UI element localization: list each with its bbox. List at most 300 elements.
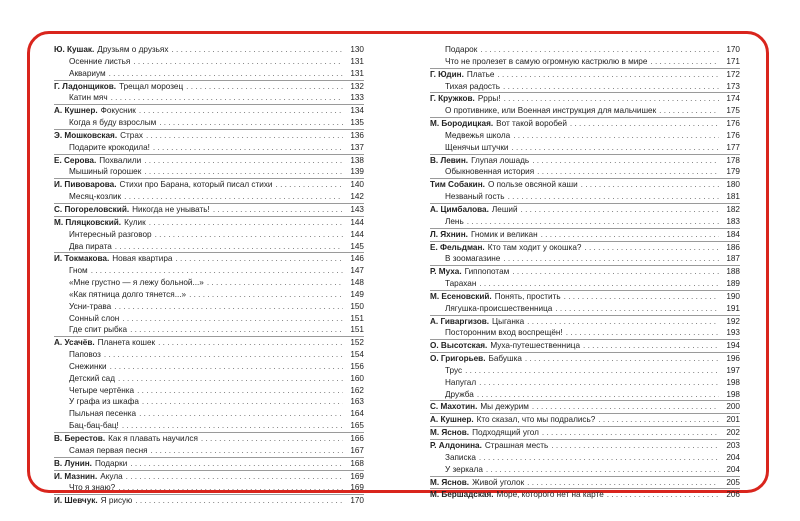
toc-page-number: 147 <box>350 266 364 276</box>
toc-entry <box>430 400 740 413</box>
toc-title: Месяц-козлик <box>69 192 122 202</box>
toc-title: Гном <box>69 266 88 276</box>
toc-dot-leader <box>126 471 343 483</box>
toc-dot-leader <box>144 155 343 167</box>
toc-entry <box>430 216 740 228</box>
toc-entry <box>54 117 364 129</box>
toc-dot-leader <box>135 495 343 507</box>
toc-entry <box>54 408 364 420</box>
toc-entry <box>430 339 740 352</box>
toc-dot-leader <box>497 69 719 81</box>
toc-page-number: 152 <box>350 338 364 348</box>
toc-title: Никогда не унывать! <box>132 204 210 214</box>
toc-dot-leader <box>122 313 343 325</box>
toc-title: Бац-бац-бац! <box>69 421 119 431</box>
toc-page-number: 203 <box>726 441 740 450</box>
toc-entry <box>430 117 740 130</box>
toc-dot-leader <box>564 291 719 303</box>
toc-author: Л. Яхнин. <box>430 229 468 239</box>
toc-dot-leader <box>110 361 343 373</box>
toc-dot-leader <box>607 489 719 501</box>
toc-page-number: 148 <box>350 278 364 288</box>
toc-page-number: 179 <box>726 167 740 177</box>
toc-dot-leader <box>142 396 343 408</box>
toc-entry <box>430 488 740 501</box>
toc-page-number: 170 <box>350 496 364 506</box>
toc-column-left <box>54 44 364 507</box>
toc-page-number: 144 <box>350 229 364 239</box>
toc-page-number: 198 <box>726 389 740 399</box>
toc-author: Э. Мошковская. <box>54 130 118 140</box>
toc-entry <box>54 129 364 142</box>
toc-dot-leader <box>137 385 343 397</box>
toc-title: У зеркала <box>445 464 483 474</box>
toc-dot-leader <box>159 117 343 129</box>
toc-entry <box>54 104 364 117</box>
toc-entry <box>54 445 364 457</box>
toc-page-number: 138 <box>350 155 364 165</box>
toc-title: Море, которого нет на карте <box>496 490 604 500</box>
toc-title: Кулик <box>124 217 146 227</box>
toc-dot-leader <box>139 105 343 117</box>
toc-title: Аквариум <box>69 68 106 78</box>
toc-author: А. Кушнер. <box>54 106 98 116</box>
toc-dot-leader <box>158 337 343 349</box>
toc-dot-leader <box>213 204 343 216</box>
toc-author: А. Цимбалова. <box>430 204 489 214</box>
toc-dot-leader <box>566 327 719 339</box>
toc-dot-leader <box>541 229 719 241</box>
toc-page-number: 166 <box>350 434 364 443</box>
toc-page-number: 137 <box>350 142 364 152</box>
toc-entry <box>430 413 740 426</box>
toc-author: А. Кушнер. <box>430 415 474 425</box>
toc-entry <box>430 452 740 464</box>
toc-title: О противнике, или Военная инструкция для мальчишек <box>445 106 657 116</box>
toc-dot-leader <box>175 253 343 265</box>
toc-title: Подарок <box>445 45 478 54</box>
toc-dot-leader <box>542 427 719 439</box>
toc-title: «Мне грустно — я лежу больной...» <box>69 278 204 288</box>
toc-dot-leader <box>465 365 719 377</box>
toc-entry <box>430 56 740 68</box>
toc-entry <box>430 278 740 290</box>
toc-title: Щенячьи штучки <box>445 142 509 152</box>
toc-page-number: 201 <box>726 415 740 425</box>
toc-title: Обыкновенная история <box>445 167 535 177</box>
toc-dot-leader <box>146 130 343 142</box>
toc-author: О. Григорьев. <box>430 354 486 364</box>
toc-page-number: 145 <box>350 241 364 251</box>
toc-page-number: 169 <box>350 471 364 481</box>
toc-entry <box>54 277 364 289</box>
toc-entry <box>54 178 364 191</box>
toc-author: Е. Фельдман. <box>430 242 485 252</box>
toc-page-number: 160 <box>350 373 364 383</box>
toc-page-number: 139 <box>350 167 364 177</box>
toc-entry <box>54 361 364 373</box>
toc-entry <box>54 494 364 507</box>
toc-page-number: 177 <box>726 142 740 152</box>
toc-dot-leader <box>207 277 343 289</box>
toc-dot-leader <box>504 93 719 105</box>
toc-entry <box>54 301 364 313</box>
toc-author: А. Усачёв. <box>54 338 95 348</box>
toc-entry <box>54 324 364 336</box>
toc-entry <box>54 470 364 483</box>
toc-entry <box>54 142 364 154</box>
toc-dot-leader <box>532 401 719 413</box>
toc-title: Муха-путешественница <box>490 341 581 351</box>
toc-entry <box>430 68 740 81</box>
toc-entry <box>430 265 740 278</box>
toc-page-number: 183 <box>726 216 740 226</box>
toc-title: Гномик и великан <box>470 229 538 239</box>
toc-page-number: 202 <box>726 428 740 438</box>
toc-dot-leader <box>551 440 719 452</box>
toc-title: Самая первая песня <box>69 445 148 455</box>
toc-author: М. Пляцковский. <box>54 217 122 227</box>
toc-title: Страх <box>120 130 143 140</box>
toc-dot-leader <box>130 324 343 336</box>
toc-entry <box>430 439 740 452</box>
toc-entry <box>54 457 364 470</box>
toc-dot-leader <box>650 56 719 68</box>
toc-page-number: 205 <box>726 477 740 487</box>
toc-dot-leader <box>133 56 343 68</box>
toc-dot-leader <box>467 216 719 228</box>
toc-author: И. Мазнин. <box>54 471 98 481</box>
toc-title: Живой уголок <box>472 477 525 487</box>
toc-title: Незваный гость <box>445 192 505 202</box>
toc-title: Записка <box>445 452 476 462</box>
toc-title: Страшная месть <box>484 441 549 450</box>
toc-entry <box>54 80 364 93</box>
toc-title: О пользе овсяной каши <box>487 180 578 190</box>
toc-entry <box>430 426 740 439</box>
toc-author: М. Бородицкая. <box>430 119 494 129</box>
toc-title: Снежинки <box>69 361 107 371</box>
toc-page-number: 136 <box>350 130 364 140</box>
toc-author: И. Шевчук. <box>54 496 98 506</box>
toc-dot-leader <box>512 142 720 154</box>
toc-dot-leader <box>189 289 343 301</box>
toc-page-number: 150 <box>350 301 364 311</box>
toc-dot-leader <box>527 477 719 489</box>
toc-dot-leader <box>513 130 719 142</box>
toc-author: И. Токмакова. <box>54 254 110 264</box>
toc-title: Мышиный горошек <box>69 167 142 177</box>
toc-dot-leader <box>532 155 719 167</box>
toc-dot-leader <box>155 229 343 241</box>
toc-page-number: 134 <box>350 106 364 116</box>
toc-dot-leader <box>525 353 719 365</box>
toc-dot-leader <box>581 179 719 191</box>
toc-title: Подходящий угол <box>472 428 539 438</box>
toc-title: Кто сказал, что мы подрались? <box>476 415 596 425</box>
toc-entry <box>54 92 364 104</box>
toc-page-number: 167 <box>350 445 364 455</box>
toc-entry <box>54 336 364 349</box>
toc-author: С. Махотин. <box>430 402 478 412</box>
toc-author: М. Яснов. <box>430 477 470 487</box>
toc-title: Подарки <box>94 458 128 468</box>
toc-title: Лягушка-происшественница <box>445 303 553 313</box>
toc-title: Платье <box>466 69 495 79</box>
toc-page-number: 154 <box>350 350 364 360</box>
toc-title: Ррры! <box>477 94 501 104</box>
toc-page-number: 190 <box>726 291 740 301</box>
toc-title: Медвежья школа <box>445 130 511 140</box>
toc-page-number: 181 <box>726 192 740 202</box>
toc-entry <box>54 252 364 265</box>
toc-author: О. Высотская. <box>430 341 488 351</box>
toc-title: Понять, простить <box>494 291 561 301</box>
toc-entry <box>54 56 364 68</box>
toc-page-number: 132 <box>350 81 364 91</box>
toc-author: М. Бершадская. <box>430 490 494 500</box>
toc-author: Г. Кружков. <box>430 94 475 104</box>
toc-page-number: 156 <box>350 361 364 371</box>
toc-entry <box>54 349 364 361</box>
toc-title: Кто там ходит у окошка? <box>487 242 582 252</box>
toc-page-number: 142 <box>350 192 364 202</box>
toc-entry <box>430 228 740 241</box>
toc-author: Г. Юдин. <box>430 69 464 79</box>
toc-page-number: 140 <box>350 180 364 190</box>
toc-dot-leader <box>115 241 343 253</box>
toc-page-number: 173 <box>726 81 740 91</box>
toc-title: Гиппопотам <box>464 267 510 277</box>
toc-title: Усни-трава <box>69 301 112 311</box>
toc-entry <box>430 81 740 93</box>
toc-dot-leader <box>91 265 343 277</box>
toc-page-number: 149 <box>350 289 364 299</box>
toc-title: Как я плавать научился <box>108 434 198 443</box>
toc-title: Осенние листья <box>69 56 131 66</box>
toc-title: Акула <box>100 471 123 481</box>
toc-entry <box>430 130 740 142</box>
toc-dot-leader <box>124 191 343 203</box>
toc-page-number: 131 <box>350 56 364 66</box>
toc-entry <box>54 191 364 203</box>
toc-dot-leader <box>109 68 343 80</box>
toc-entry <box>54 203 364 216</box>
toc-entry <box>430 203 740 216</box>
toc-page-number: 189 <box>726 279 740 289</box>
toc-title: Стихи про Барана, который писал стихи <box>119 180 273 190</box>
toc-title: Что я знаю? <box>69 483 116 493</box>
toc-entry <box>54 265 364 277</box>
toc-title: Паповоз <box>69 350 101 360</box>
toc-title: Леший <box>491 204 518 214</box>
toc-page-number: 151 <box>350 325 364 335</box>
toc-entry <box>430 290 740 303</box>
toc-page-number: 204 <box>726 464 740 474</box>
toc-entry <box>430 166 740 178</box>
toc-page-number: 130 <box>350 45 364 54</box>
toc-dot-leader <box>584 242 719 254</box>
toc-author: М. Яснов. <box>430 428 470 438</box>
toc-dot-leader <box>114 301 343 313</box>
toc-dot-leader <box>570 118 719 130</box>
toc-dot-leader <box>153 142 343 154</box>
toc-dot-leader <box>139 408 343 420</box>
toc-entry <box>430 241 740 254</box>
toc-dot-leader <box>479 377 719 389</box>
toc-entry <box>430 476 740 489</box>
toc-dot-leader <box>521 204 719 216</box>
toc-title: Детский сад <box>69 373 116 383</box>
toc-dot-leader <box>104 349 343 361</box>
toc-page-number: 175 <box>726 106 740 116</box>
toc-page-number: 193 <box>726 328 740 338</box>
toc-page-number: 187 <box>726 254 740 264</box>
toc-page-number: 176 <box>726 130 740 140</box>
toc-page-number: 192 <box>726 316 740 326</box>
toc-title: Фокусник <box>100 106 136 116</box>
toc-author: А. Гиваргизов. <box>430 316 490 326</box>
toc-author: Р. Муха. <box>430 267 462 277</box>
toc-entry <box>430 44 740 56</box>
toc-title: Два пирата <box>69 241 112 251</box>
toc-dot-leader <box>537 166 719 178</box>
toc-entry <box>54 385 364 397</box>
toc-title: Похвалили <box>99 155 142 165</box>
toc-title: Где спит рыбка <box>69 325 128 335</box>
toc-page-number: 163 <box>350 397 364 407</box>
toc-entry <box>430 105 740 117</box>
toc-title: Посторонним вход воспрещён! <box>445 328 563 338</box>
toc-entry <box>430 303 740 315</box>
toc-entry <box>54 166 364 178</box>
toc-page-number: 143 <box>350 204 364 214</box>
toc-entry <box>54 44 364 56</box>
toc-entry <box>430 92 740 105</box>
toc-dot-leader <box>477 389 719 401</box>
toc-dot-leader <box>171 44 343 56</box>
toc-title: Интересный разговор <box>69 229 152 239</box>
toc-title: Что не пролезет в самую огромную кастрюлю в мире <box>445 56 648 66</box>
toc-entry <box>54 68 364 80</box>
toc-page-number: 176 <box>726 119 740 129</box>
toc-page-number: 131 <box>350 68 364 78</box>
toc-title: Новая квартира <box>112 254 173 264</box>
toc-title: Мы дежурим <box>480 402 529 412</box>
toc-title: Четыре чертёнка <box>69 385 135 395</box>
toc-page-number: 170 <box>726 45 740 54</box>
toc-title: Цыганка <box>492 316 525 326</box>
toc-page-number: 188 <box>726 267 740 277</box>
toc-entry <box>430 327 740 339</box>
toc-entry <box>54 216 364 229</box>
toc-title: Подарите крокодила! <box>69 142 150 152</box>
toc-title: Сонный слон <box>69 313 120 323</box>
toc-page-number: 172 <box>726 69 740 79</box>
toc-title: Трус <box>445 365 463 375</box>
toc-title: Напугал <box>445 377 477 387</box>
toc-title: Лень <box>445 216 464 226</box>
toc-page-number: 151 <box>350 313 364 323</box>
toc-dot-leader <box>508 191 719 203</box>
toc-author: Р. Алдонина. <box>430 441 482 450</box>
toc-author: Ю. Кушак. <box>54 45 95 54</box>
toc-page-number: 184 <box>726 229 740 239</box>
toc-author: И. Пивоварова. <box>54 180 117 190</box>
toc-title: Вот такой воробей <box>496 119 567 129</box>
toc-entry <box>54 432 364 445</box>
toc-dot-leader <box>503 253 719 265</box>
toc-page-number: 168 <box>350 458 364 468</box>
toc-page-number: 178 <box>726 155 740 165</box>
toc-dot-leader <box>480 44 719 56</box>
toc-entry <box>430 191 740 203</box>
toc-dot-leader <box>144 166 343 178</box>
toc-dot-leader <box>186 81 343 93</box>
toc-dot-leader <box>598 414 719 426</box>
toc-title: Бабушка <box>488 354 522 364</box>
toc-title: Пыльная песенка <box>69 409 137 419</box>
toc-title: Друзьям о друзьях <box>97 45 169 54</box>
toc-entry <box>430 365 740 377</box>
toc-entry <box>430 377 740 389</box>
toc-page-number: 180 <box>726 180 740 190</box>
toc-page-number: 196 <box>726 354 740 364</box>
toc-title: Я рисую <box>100 496 133 506</box>
toc-entry <box>54 396 364 408</box>
toc-author: С. Погореловский. <box>54 204 130 214</box>
toc-page-number: 169 <box>350 483 364 493</box>
toc-page-number: 194 <box>726 341 740 351</box>
toc-dot-leader <box>512 266 719 278</box>
toc-author: Е. Серова. <box>54 155 97 165</box>
toc-entry <box>54 154 364 167</box>
toc-entry <box>54 313 364 325</box>
toc-dot-leader <box>659 105 719 117</box>
toc-dot-leader <box>503 81 719 93</box>
toc-page-number: 146 <box>350 254 364 264</box>
toc-entry <box>430 389 740 401</box>
toc-title: У графа из шкафа <box>69 397 139 407</box>
toc-page-number: 174 <box>726 94 740 104</box>
toc-author: В. Берестов. <box>54 434 106 443</box>
toc-page-number: 165 <box>350 421 364 431</box>
toc-author: Тим Собакин. <box>430 180 485 190</box>
toc-column-right <box>430 44 740 501</box>
toc-title: Тихая радость <box>445 81 501 91</box>
toc-dot-leader <box>111 92 343 104</box>
toc-author: М. Есеновский. <box>430 291 492 301</box>
toc-entry <box>430 253 740 265</box>
toc-entry <box>54 420 364 432</box>
toc-entry <box>54 373 364 385</box>
toc-title: Планета кошек <box>97 338 156 348</box>
toc-entry <box>54 289 364 301</box>
toc-title: Трещал морозец <box>119 81 184 91</box>
toc-dot-leader <box>201 433 343 445</box>
toc-page-number: 135 <box>350 118 364 128</box>
toc-page-number: 171 <box>726 56 740 66</box>
toc-title: Когда я буду взрослым <box>69 118 157 128</box>
toc-dot-leader <box>527 316 719 328</box>
toc-title: «Как пятница долго тянется...» <box>69 289 187 299</box>
toc-entry <box>430 352 740 365</box>
toc-author: В. Левин. <box>430 155 469 165</box>
toc-page-number: 204 <box>726 452 740 462</box>
toc-page-number: 164 <box>350 409 364 419</box>
toc-dot-leader <box>118 482 343 494</box>
toc-dot-leader <box>276 179 343 191</box>
